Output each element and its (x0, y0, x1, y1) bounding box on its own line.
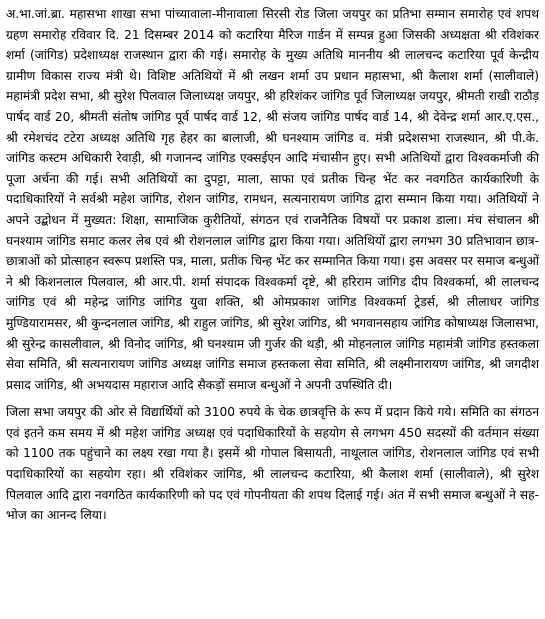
article-paragraph-closing: जिला सभा जयपुर की ओर से विद्यार्थियों को 3100 रुपये के चेक छात्रवृत्ति के रूप में प्रदान किये गये। समिति का संगठन एवं इतने कम समय में श्री महेश जांगिड अध्यक्ष एवं पदाधिकारियों के सहयोग से लगभग 450 सदस्यों की वर्तमान संख्या को 1100 तक पहुंचाने का लक्ष्य रखा गया है। इसमें श्री गोपाल बिसायती, नाथूलाल जांगिड, रोशनलाल जांगिड एवं सभी पदाधिकारियों का सहयोग रहा। श्री रविशंकर जांगिड, श्री लालचन्द कटारिया, श्री कैलाश शर्मा (सालीवाले), श्री सुरेश पिलवाल आदि द्वारा नवगठित कार्यकारिणी को पद एवं गोपनीयता की शपथ दिलाई गई। अंत में सभी समाज बन्धुओं ने सह-भोज का आनन्द लिया। (6, 405, 539, 523)
article-paragraph-main: अ.भा.जां.ब्रा. महासभा शाखा सभा पांच्यावाला-मीनावाला सिरसी रोड जिला जयपुर का प्रतिभा सम्मान समारोह एवं शपथ ग्रहण समारोह रविवार दि. 21 दिसम्बर 2014 को कटारिया मैरिज गार्डन में सम्पन्न हुआ जिसकी अध्यक्षता श्री रविशंकर शर्मा (जांगिड) प्रदेशाध्यक्ष राजस्थान द्वारा की गई। समारोह के मुख्य अतिथि माननीय श्री लालचन्द कटारिया पूर्व केन्द्रीय ग्रामीण विकास राज्य मंत्री थे। विशिष्ट अतिथियों में श्री लखन शर्मा उप प्रधान महासभा, श्री कैलाश शर्मा (सालीवाले) महामंत्री प्रदेश सभा, श्री सुरेश पिलवाल जिलाध्यक्ष जयपुर, श्री हरिशंकर जांगिड पूर्व जिलाध्यक्ष जयपुर, श्रीमती राखी राठौड़ पार्षद वार्ड 20, श्रीमती संतोष जांगिड पूर्व पार्षद वार्ड 12, श्री संजय जांगिड पार्षद वार्ड 14, श्री देवेन्द्र शर्मा आर.ए.एस., श्री रमेशचंद टटेरा अध्यक्ष अतिथि गृह हेहर का बालाजी, श्री घनश्याम जांगिड व. मंत्री प्रदेशसभा राजस्थान, श्री पी.के. जांगिड कस्टम अधिकारी रेवाड़ी, श्री गजानन्द जांगिड एक्सईएन आदि मंचासीन हुए। सभी अतिथियों द्वारा विश्वकर्माजी की पूजा अर्चना की गई। सभी अतिथियों का दुपट्टा, माला, साफा एवं प्रतीक चिन्ह भेंट कर नवगठित कार्यकारिणी के पदाधिकारियों ने सर्वश्री महेश जांगिड, रोशन जांगिड, रामधन, सत्यनारायण जांगिड द्वारा सम्मान किया गया। अतिथियों ने अपने उद्बोधन में मुख्यत: शिक्षा, सामाजिक कुरीतियों, संगठन एवं राजनैतिक विषयों पर प्रकाश डाला। मंच संचालन श्री घनश्याम जांगिड समाट कलर लेब एवं श्री रोशनलाल जांगिड द्वारा किया गया। अतिथियों द्वारा लगभग 30 प्रतिभावान छात्र-छात्राओं को प्रोत्साहन स्वरूप प्रशस्ति पत्र, माला, प्रतीक चिन्ह भेंट कर सम्मानित किया गया। इस अवसर पर समाज बन्धुओं ने श्री किशनलाल पिलवाल, श्री आर.पी. शर्मा संपादक विश्वकर्मा दृष्टे, श्री हरिराम जांगिड दीप विश्वकर्मा, श्री लालचन्द जांगिड एवं श्री महेन्द्र जांगिड जांगिड युवा शक्ति, श्री ओमप्रकाश जांगिड विश्वकर्मा ट्रेडर्स, श्री लीलाधर जांगिड मुण्डियारामसर, श्री कुन्दनलाल जांगिड, श्री राहुल जांगिड, श्री सुरेश जांगिड, श्री भगवानसहाय जांगिड कोषाध्यक्ष जिलासभा, श्री सुरेन्द्र कासलीवाल, श्री विनोद जांगिड, श्री घनश्याम जी गुर्जर की थड़ी, श्री मोहनलाल जांगिड महामंत्री जांगिड हस्तकला सेवा समिति, श्री सत्यनारायण जांगिड अध्यक्ष जांगिड समाज हस्तकला सेवा समिति, श्री लक्ष्मीनारायण जांगिड, श्री जगदीश प्रसाद जांगिड, श्री अभयदास महाराज आदि सैकड़ों समाज बन्धुओं ने अपनी उपस्थिति दी। (6, 7, 539, 392)
news-article (6, 4, 539, 526)
